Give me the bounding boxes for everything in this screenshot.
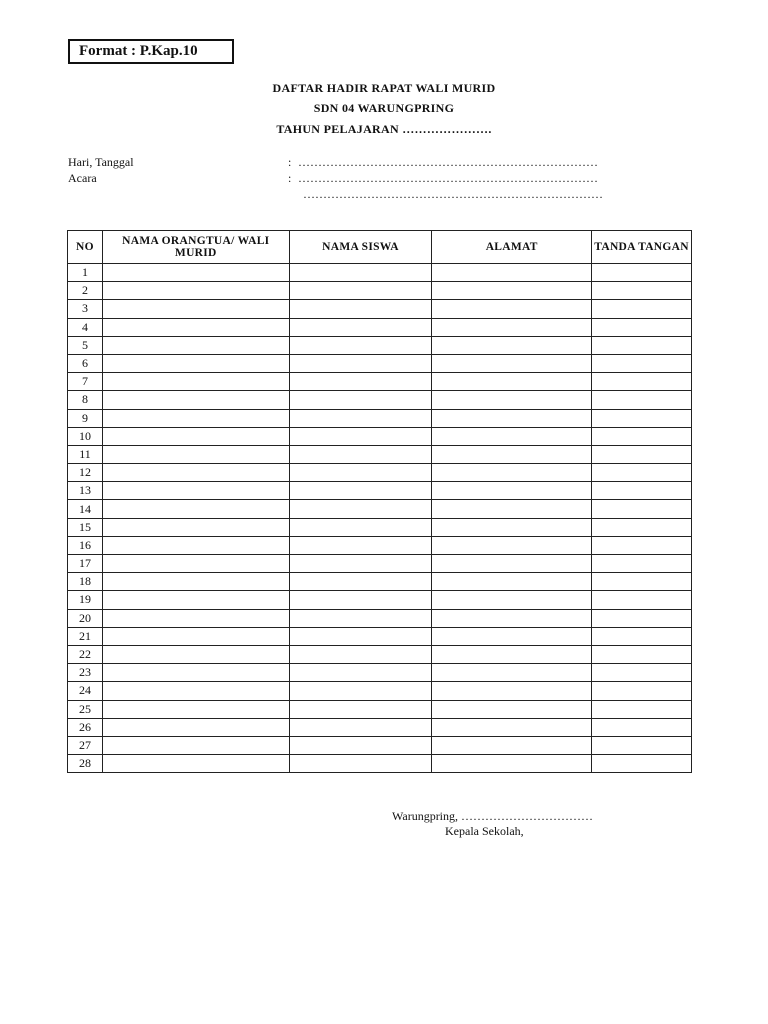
parent-name-cell[interactable] [102,664,289,682]
row-number: 22 [68,645,103,663]
signature-cell[interactable] [592,373,692,391]
row-number: 20 [68,609,103,627]
signature-cell[interactable] [592,736,692,754]
parent-name-cell[interactable] [102,536,289,554]
student-name-cell[interactable] [289,518,432,536]
row-number: 5 [68,336,103,354]
table-row [68,627,692,645]
table-header-row [68,231,692,264]
student-name-cell[interactable] [289,555,432,573]
signature-cell[interactable] [592,609,692,627]
address-cell[interactable] [432,664,592,682]
address-cell[interactable] [432,755,592,773]
row-number: 7 [68,373,103,391]
parent-name-cell[interactable] [102,300,289,318]
student-name-cell[interactable] [289,336,432,354]
table-row [68,445,692,463]
date-label: Hari, Tanggal [68,155,134,169]
row-number: 3 [68,300,103,318]
parent-name-cell[interactable] [102,318,289,336]
row-number: 21 [68,627,103,645]
row-number: 17 [68,555,103,573]
address-cell[interactable] [432,464,592,482]
header-signature: TANDA TANGAN [592,231,692,264]
student-name-cell[interactable] [289,645,432,663]
table-row [68,318,692,336]
address-cell[interactable] [432,518,592,536]
header-address: ALAMAT [432,231,592,264]
parent-name-cell[interactable] [102,282,289,300]
signature-cell[interactable] [592,336,692,354]
student-name-cell[interactable] [289,300,432,318]
header-no: NO [68,231,103,264]
parent-name-cell[interactable] [102,409,289,427]
table-row [68,373,692,391]
table-row [68,718,692,736]
row-number: 10 [68,427,103,445]
signature-cell[interactable] [592,445,692,463]
address-cell[interactable] [432,682,592,700]
row-number: 15 [68,518,103,536]
agenda-colon: : [288,171,292,185]
signature-cell[interactable] [592,354,692,372]
row-number: 1 [68,264,103,282]
signature-cell[interactable] [592,555,692,573]
signature-cell[interactable] [592,318,692,336]
student-name-cell[interactable] [289,755,432,773]
academic-year: TAHUN PELAJARAN …………………. [276,122,492,136]
format-label: Format : P.Kap.10 [68,39,234,64]
signature-place-text: Warungpring, …………………………… [392,809,594,823]
signature-cell[interactable] [592,409,692,427]
signature-cell[interactable] [592,645,692,663]
parent-name-cell[interactable] [102,354,289,372]
header-student-name: NAMA SISWA [289,231,432,264]
address-cell[interactable] [432,573,592,591]
parent-name-cell[interactable] [102,264,289,282]
student-name-cell[interactable] [289,718,432,736]
signature-cell[interactable] [592,427,692,445]
table-row [68,555,692,573]
table-row [68,664,692,682]
agenda-continuation [303,187,603,202]
parent-name-cell[interactable] [102,573,289,591]
table-row [68,336,692,354]
table-row [68,573,692,591]
header-parent-name: NAMA ORANGTUA/ WALI MURID [102,231,289,264]
signature-cell[interactable] [592,464,692,482]
row-number: 13 [68,482,103,500]
address-cell[interactable] [432,373,592,391]
table-row [68,755,692,773]
student-name-cell[interactable] [289,427,432,445]
signature-cell[interactable] [592,482,692,500]
table-row [68,282,692,300]
table-row [68,482,692,500]
row-number: 18 [68,573,103,591]
student-name-cell[interactable] [289,573,432,591]
student-name-cell[interactable] [289,354,432,372]
parent-name-cell[interactable] [102,700,289,718]
address-cell[interactable] [432,645,592,663]
address-cell[interactable] [432,736,592,754]
address-cell[interactable] [432,591,592,609]
table-row [68,300,692,318]
student-name-cell[interactable] [289,482,432,500]
address-cell[interactable] [432,336,592,354]
address-cell[interactable] [432,409,592,427]
row-number: 24 [68,682,103,700]
address-cell[interactable] [432,718,592,736]
student-name-cell[interactable] [289,664,432,682]
student-name-cell[interactable] [289,500,432,518]
signature-cell[interactable] [592,536,692,554]
student-name-cell[interactable] [289,536,432,554]
signature-cell[interactable] [592,682,692,700]
table-body [68,264,692,773]
row-number: 4 [68,318,103,336]
attendance-table [67,230,692,773]
parent-name-cell[interactable] [102,627,289,645]
table-row [68,609,692,627]
parent-name-cell[interactable] [102,736,289,754]
student-name-cell[interactable] [289,318,432,336]
address-cell[interactable] [432,282,592,300]
table-row [68,427,692,445]
address-cell[interactable] [432,318,592,336]
row-number: 16 [68,536,103,554]
table-row [68,500,692,518]
signature-cell[interactable] [592,282,692,300]
parent-name-cell[interactable] [102,445,289,463]
parent-name-cell[interactable] [102,591,289,609]
row-number: 19 [68,591,103,609]
parent-name-cell[interactable] [102,500,289,518]
address-cell[interactable] [432,555,592,573]
student-name-cell[interactable] [289,609,432,627]
student-name-cell[interactable] [289,736,432,754]
student-name-cell[interactable] [289,282,432,300]
signature-cell[interactable] [592,718,692,736]
row-number: 8 [68,391,103,409]
table-row [68,409,692,427]
student-name-cell[interactable] [289,682,432,700]
agenda-field [68,171,598,186]
table-row [68,518,692,536]
parent-name-cell[interactable] [102,645,289,663]
parent-name-cell[interactable] [102,427,289,445]
signature-cell[interactable] [592,591,692,609]
agenda-label: Acara [68,171,97,185]
agenda-dots-2: ………………………………………………………………… [303,187,603,201]
parent-name-cell[interactable] [102,682,289,700]
document-title: DAFTAR HADIR RAPAT WALI MURID [272,81,496,95]
address-cell[interactable] [432,427,592,445]
date-dots: ………………………………………………………………… [298,155,598,169]
student-name-cell[interactable] [289,700,432,718]
table-row [68,645,692,663]
parent-name-cell[interactable] [102,336,289,354]
signature-cell[interactable] [592,700,692,718]
signature-cell[interactable] [592,300,692,318]
address-cell[interactable] [432,609,592,627]
parent-name-cell[interactable] [102,518,289,536]
row-number: 25 [68,700,103,718]
signature-cell[interactable] [592,264,692,282]
student-name-cell[interactable] [289,591,432,609]
address-cell[interactable] [432,700,592,718]
student-name-cell[interactable] [289,627,432,645]
address-cell[interactable] [432,627,592,645]
address-cell[interactable] [432,500,592,518]
parent-name-cell[interactable] [102,755,289,773]
table-row [68,264,692,282]
signature-cell[interactable] [592,391,692,409]
address-cell[interactable] [432,354,592,372]
signature-cell[interactable] [592,755,692,773]
table-row [68,736,692,754]
parent-name-cell[interactable] [102,718,289,736]
parent-name-cell[interactable] [102,609,289,627]
signature-cell[interactable] [592,627,692,645]
row-number: 14 [68,500,103,518]
signature-title: Kepala Sekolah, [445,824,524,838]
table-row [68,591,692,609]
address-cell[interactable] [432,536,592,554]
parent-name-cell[interactable] [102,482,289,500]
signature-cell[interactable] [592,573,692,591]
row-number: 9 [68,409,103,427]
row-number: 23 [68,664,103,682]
row-number: 28 [68,755,103,773]
table-row [68,464,692,482]
table-row [68,354,692,372]
row-number: 12 [68,464,103,482]
student-name-cell[interactable] [289,373,432,391]
row-number: 26 [68,718,103,736]
student-name-cell[interactable] [289,464,432,482]
address-cell[interactable] [432,391,592,409]
row-number: 2 [68,282,103,300]
signature-cell[interactable] [592,500,692,518]
parent-name-cell[interactable] [102,373,289,391]
table-row [68,391,692,409]
address-cell[interactable] [432,300,592,318]
row-number: 11 [68,445,103,463]
student-name-cell[interactable] [289,264,432,282]
student-name-cell[interactable] [289,391,432,409]
address-cell[interactable] [432,445,592,463]
table-row [68,682,692,700]
signature-cell[interactable] [592,518,692,536]
table-row [68,536,692,554]
parent-name-cell[interactable] [102,391,289,409]
row-number: 6 [68,354,103,372]
date-field [68,155,598,170]
signature-place [392,809,593,824]
parent-name-cell[interactable] [102,464,289,482]
school-name: SDN 04 WARUNGPRING [313,101,455,115]
date-colon: : [288,155,292,169]
student-name-cell[interactable] [289,409,432,427]
parent-name-cell[interactable] [102,555,289,573]
row-number: 27 [68,736,103,754]
agenda-dots: ………………………………………………………………… [298,171,598,185]
address-cell[interactable] [432,482,592,500]
address-cell[interactable] [432,264,592,282]
student-name-cell[interactable] [289,445,432,463]
signature-cell[interactable] [592,664,692,682]
table-row [68,700,692,718]
